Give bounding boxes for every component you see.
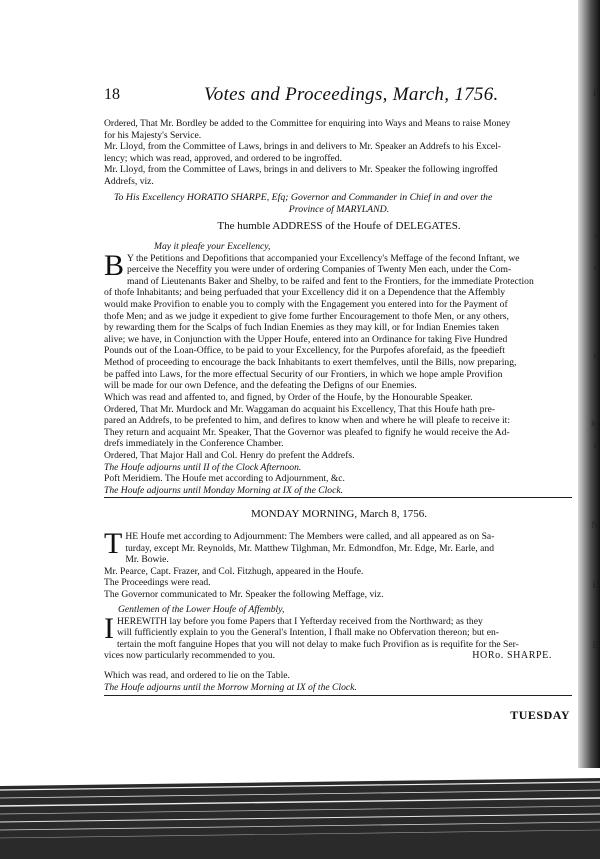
text-line: drefs immediately in the Conference Chamber.: [104, 438, 284, 450]
text-line: The Houfe adjourns until Monday Morning at IX of the Clock.: [104, 484, 344, 496]
text-line: Y the Petitions and Depofitions that accompanied your Excellency's Meffage of the fecond Inftant, we: [127, 252, 520, 264]
catchword: TUESDAY: [510, 708, 570, 722]
scan-dark-page-edges: [0, 768, 600, 859]
text-line: tertain the moft fanguine Hopes that you will not delay to make fuch Provifion as is requifite for the Ser-: [117, 638, 519, 650]
address-title: The humble ADDRESS of the Houfe of DELEGATES.: [217, 221, 461, 233]
message-salutation: Gentlemen of the Lower Houfe of Affembly,: [118, 604, 285, 615]
text-line: The Proceedings were read.: [104, 577, 211, 589]
margin-fragment: a: [594, 230, 598, 240]
text-line: HEREWITH lay before you fome Papers that I Yefterday received from the Northward; as they: [117, 615, 483, 627]
text-line: of thofe Inhabitants; and being perfuaded that your Excellency did it on a Dependence that the Affembly: [104, 287, 506, 299]
margin-fragment: E: [592, 580, 598, 590]
text-line: alive; we have, in Conjunction with the Upper Houfe, entered into an Ordinance for taking Five Hundred: [104, 333, 508, 345]
margin-fragment: e: [594, 262, 598, 272]
text-line: Which was read, and ordered to lie on the Table.: [104, 670, 290, 681]
text-line: will be made for our own Defence, and the defeating the Defigns of our Enemies.: [104, 380, 417, 392]
text-line: by rewarding them for the Scalps of fuch Indian Enemies as they may kill, or for Indian Enemies taken: [104, 322, 500, 334]
governor-signature: HORo. SHARPE.: [472, 650, 552, 661]
text-line: Mr. Bowie.: [125, 554, 169, 566]
text-line: Ordered, That Mr. Murdock and Mr. Waggaman do acquaint his Excellency, That this Houfe hath pre-: [104, 403, 496, 415]
text-line: mand of Lieutenants Baker and Shelby, to be raifed and fent to the Frontiers, for the immediate Protection: [127, 275, 534, 287]
monday-closing: [104, 670, 574, 693]
text-line: The Houfe adjourns until II of the Clock Afternoon.: [104, 461, 302, 473]
text-line: would make Provifion to enable you to comply with the Engagement you entered into for the Payment of: [104, 298, 508, 310]
text-line: Poft Meridiem. The Houfe met according to Adjournment, &c.: [104, 473, 345, 485]
section-divider: [104, 497, 572, 498]
text-line: Mr. Lloyd, from the Committee of Laws, brings in and delivers to Mr. Speaker an Addrefs to his Excel-: [104, 141, 501, 153]
margin-fragment: in: [590, 418, 598, 428]
text-line: Ordered, That Mr. Bordley be added to the Committee for enquiring into Ways and Means to raise Money: [104, 118, 511, 129]
drop-cap: T: [104, 527, 123, 560]
margin-fragment: N: [591, 520, 598, 530]
text-line: Which was read and affented to, and figned, by Order of the Houfe, by the Honourable Speaker.: [104, 392, 473, 403]
text-line: pared an Addrefs, to be prefented to him, and defires to know when and where he will pleafe to receive it:: [104, 415, 510, 427]
address-heading: [104, 192, 574, 233]
address-to-line: To His Excellency HORATIO SHARPE, Efq; Governor and Commander in Chief in and over the: [114, 192, 493, 203]
text-line: The Governor communicated to Mr. Speaker the following Meffage, viz.: [104, 588, 384, 600]
page-number: 18: [104, 86, 120, 103]
text-line: turday, except Mr. Reynolds, Mr. Matthew Tilghman, Mr. Edmondfon, Mr. Edge, Mr. Earle, and: [125, 542, 495, 554]
text-line: thofe Men; and as we judge it expedient to give fome further Encouragement to thofe Men, or any others,: [104, 310, 509, 322]
text-line: Ordered, That Major Hall and Col. Henry do prefent the Addrefs.: [104, 449, 355, 461]
text-line: perceive the Neceffity you were under of ordering Companies of Twenty Men each, under the Com-: [127, 264, 512, 276]
section-divider: [104, 695, 572, 696]
drop-cap: I: [104, 611, 114, 645]
text-line: be paffed into Laws, for the more effectual Security of our Frontiers, in which we hope ample Provifion: [104, 368, 503, 380]
margin-fragment: P: [592, 88, 598, 98]
text-line: Addrefs, viz.: [104, 175, 154, 187]
monday-heading: MONDAY MORNING, March 8, 1756.: [250, 508, 428, 520]
text-line: Mr. Pearce, Capt. Frazer, and Col. Fitzhugh, appeared in the Houfe.: [104, 565, 364, 577]
text-line: will fufficiently explain to you the General's Intention, I fhall make no Obfervation thereon; but en-: [117, 627, 499, 639]
text-line: for his Majesty's Service.: [104, 129, 202, 141]
address-body: [104, 241, 574, 392]
governor-message: [104, 604, 574, 662]
page-title: Votes and Proceedings, March, 1756.: [204, 84, 499, 105]
margin-fragment: E: [592, 640, 598, 650]
monday-proceedings: [104, 527, 574, 601]
drop-cap: B: [104, 248, 125, 282]
text-line: They return and acquaint Mr. Speaker, That the Governor was pleafed to fignify he would receive the Ad-: [104, 426, 510, 438]
text-line: lency; which was read, approved, and ordered to be ingroffed.: [104, 152, 342, 164]
text-line: The Houfe adjourns until the Morrow Morning at IX of the Clock.: [104, 681, 357, 693]
opening-entries: [104, 118, 574, 188]
running-header: [104, 84, 584, 110]
text-line: Pounds out of the Loan-Office, to be paid to your Excellency, for the Purpofes aforefaid, as the fpeedieft: [104, 345, 505, 357]
text-line: Method of proceeding to encourage the back Inhabitants to exert themfelves, until the Bills, now preparing,: [104, 356, 517, 368]
margin-fragment: n: [593, 350, 598, 360]
after-address-entries: [104, 392, 574, 496]
address-province-line: Province of MARYLAND.: [288, 203, 390, 215]
text-line: vices now particularly recommended to you.: [104, 650, 276, 662]
scan-binding-shadow: [578, 0, 600, 859]
address-salutation: May it pleafe your Excellency,: [154, 241, 271, 252]
text-line: HE Houfe met according to Adjournment: The Members were called, and all appeared as on Sa-: [125, 531, 495, 542]
margin-fragment: d: [593, 440, 598, 450]
text-line: Mr. Lloyd, from the Committee of Laws, brings in and delivers to Mr. Speaker the following ingroffed: [104, 164, 498, 176]
